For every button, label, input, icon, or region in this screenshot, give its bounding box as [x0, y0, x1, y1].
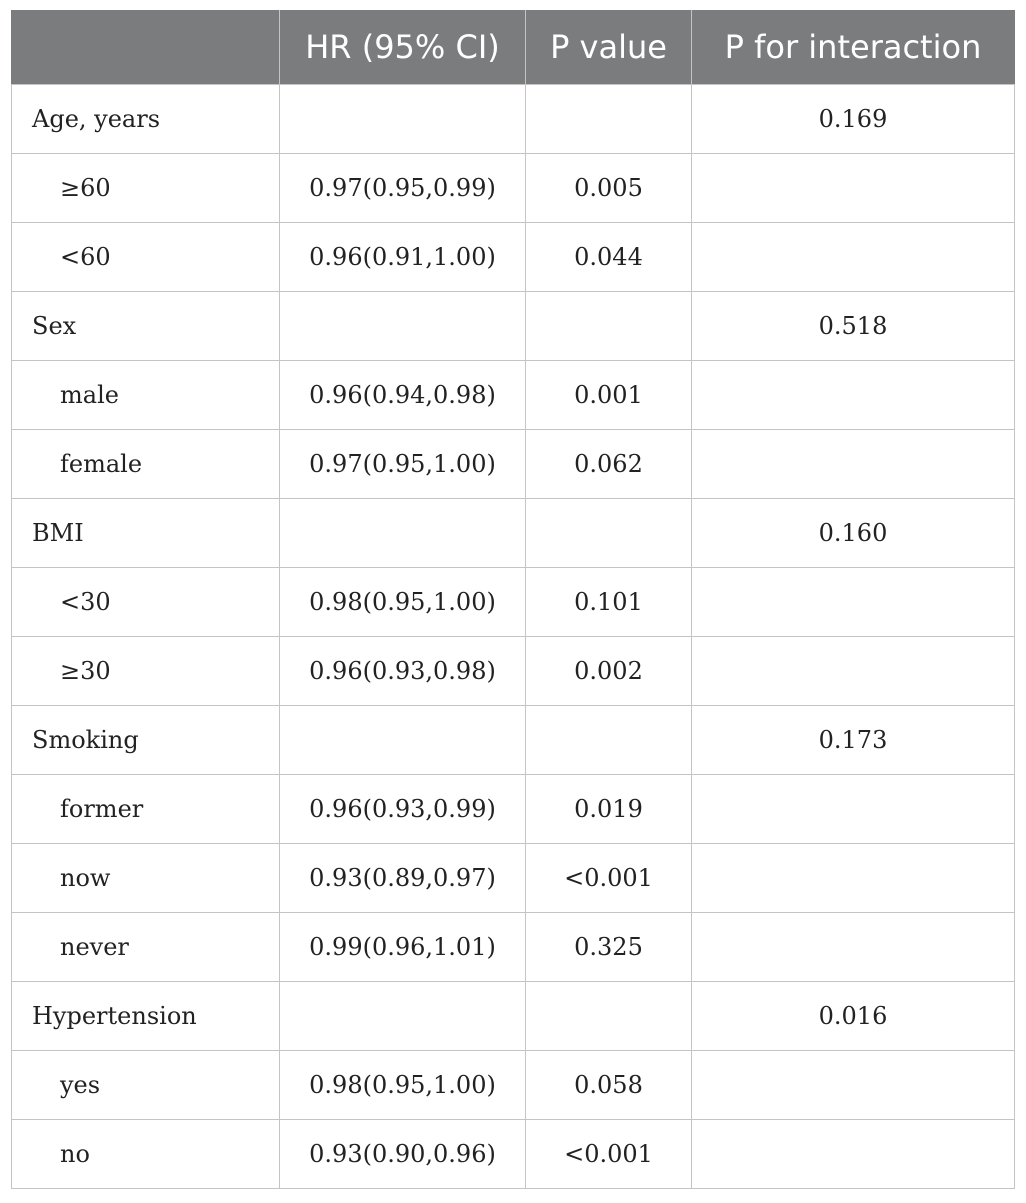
p-value-cell: 0.019 — [526, 775, 692, 844]
p-value-cell: 0.325 — [526, 913, 692, 982]
p-value-cell: 0.001 — [526, 361, 692, 430]
p-value-cell — [526, 85, 692, 154]
group-row — [12, 85, 1015, 154]
p-value-cell — [526, 982, 692, 1051]
hr-ci-cell: 0.99(0.96,1.01) — [280, 913, 526, 982]
row-label: ≥60 — [12, 154, 280, 223]
p-value-cell: 0.101 — [526, 568, 692, 637]
p-value-cell: 0.005 — [526, 154, 692, 223]
row-label: yes — [12, 1051, 280, 1120]
hr-ci-cell: 0.98(0.95,1.00) — [280, 1051, 526, 1120]
subgroup-row — [12, 913, 1015, 982]
row-label: never — [12, 913, 280, 982]
group-row — [12, 706, 1015, 775]
subgroup-row — [12, 844, 1015, 913]
subgroup-row — [12, 154, 1015, 223]
p-interaction-cell — [692, 1051, 1015, 1120]
p-interaction-cell — [692, 361, 1015, 430]
p-interaction-cell: 0.173 — [692, 706, 1015, 775]
subgroup-row — [12, 361, 1015, 430]
subgroup-row — [12, 1051, 1015, 1120]
hr-ci-cell — [280, 982, 526, 1051]
p-value-cell — [526, 292, 692, 361]
p-interaction-cell — [692, 568, 1015, 637]
hr-ci-cell: 0.97(0.95,0.99) — [280, 154, 526, 223]
p-interaction-cell — [692, 1120, 1015, 1189]
row-label: Hypertension — [12, 982, 280, 1051]
row-label: <60 — [12, 223, 280, 292]
header-p-interaction: P for interaction — [692, 10, 1015, 85]
row-label: female — [12, 430, 280, 499]
row-label: Smoking — [12, 706, 280, 775]
hr-ci-cell: 0.97(0.95,1.00) — [280, 430, 526, 499]
p-interaction-cell — [692, 775, 1015, 844]
p-interaction-cell: 0.518 — [692, 292, 1015, 361]
group-row — [12, 499, 1015, 568]
hr-ci-cell — [280, 706, 526, 775]
p-value-cell: <0.001 — [526, 1120, 692, 1189]
hr-ci-cell: 0.96(0.91,1.00) — [280, 223, 526, 292]
subgroup-row — [12, 223, 1015, 292]
p-value-cell: 0.002 — [526, 637, 692, 706]
header-hr-ci: HR (95% CI) — [280, 10, 526, 85]
subgroup-analysis-table — [11, 10, 1015, 1189]
p-interaction-cell: 0.160 — [692, 499, 1015, 568]
p-value-cell: <0.001 — [526, 844, 692, 913]
p-interaction-cell — [692, 430, 1015, 499]
p-interaction-cell: 0.016 — [692, 982, 1015, 1051]
table-header — [12, 10, 1015, 85]
row-label: male — [12, 361, 280, 430]
hr-ci-cell: 0.96(0.93,0.98) — [280, 637, 526, 706]
subgroup-row — [12, 1120, 1015, 1189]
row-label: ≥30 — [12, 637, 280, 706]
group-row — [12, 982, 1015, 1051]
hr-ci-cell — [280, 499, 526, 568]
hr-ci-cell — [280, 292, 526, 361]
header-variable — [12, 10, 280, 85]
row-label: now — [12, 844, 280, 913]
row-label: BMI — [12, 499, 280, 568]
row-label: former — [12, 775, 280, 844]
hr-ci-cell: 0.96(0.94,0.98) — [280, 361, 526, 430]
hr-ci-cell: 0.93(0.90,0.96) — [280, 1120, 526, 1189]
row-label: Sex — [12, 292, 280, 361]
p-value-cell: 0.062 — [526, 430, 692, 499]
hr-ci-cell: 0.98(0.95,1.00) — [280, 568, 526, 637]
p-interaction-cell — [692, 223, 1015, 292]
p-value-cell — [526, 706, 692, 775]
p-interaction-cell — [692, 154, 1015, 223]
header-row — [12, 10, 1015, 85]
subgroup-row — [12, 568, 1015, 637]
p-value-cell — [526, 499, 692, 568]
row-label: <30 — [12, 568, 280, 637]
p-interaction-cell — [692, 637, 1015, 706]
hr-ci-cell: 0.93(0.89,0.97) — [280, 844, 526, 913]
header-p-value: P value — [526, 10, 692, 85]
p-interaction-cell: 0.169 — [692, 85, 1015, 154]
p-value-cell: 0.058 — [526, 1051, 692, 1120]
subgroup-row — [12, 430, 1015, 499]
p-interaction-cell — [692, 844, 1015, 913]
row-label: no — [12, 1120, 280, 1189]
p-value-cell: 0.044 — [526, 223, 692, 292]
subgroup-row — [12, 637, 1015, 706]
p-interaction-cell — [692, 913, 1015, 982]
hr-ci-cell — [280, 85, 526, 154]
subgroup-row — [12, 775, 1015, 844]
table-body — [12, 85, 1015, 1189]
row-label: Age, years — [12, 85, 280, 154]
group-row — [12, 292, 1015, 361]
table-container — [11, 10, 1015, 1189]
hr-ci-cell: 0.96(0.93,0.99) — [280, 775, 526, 844]
